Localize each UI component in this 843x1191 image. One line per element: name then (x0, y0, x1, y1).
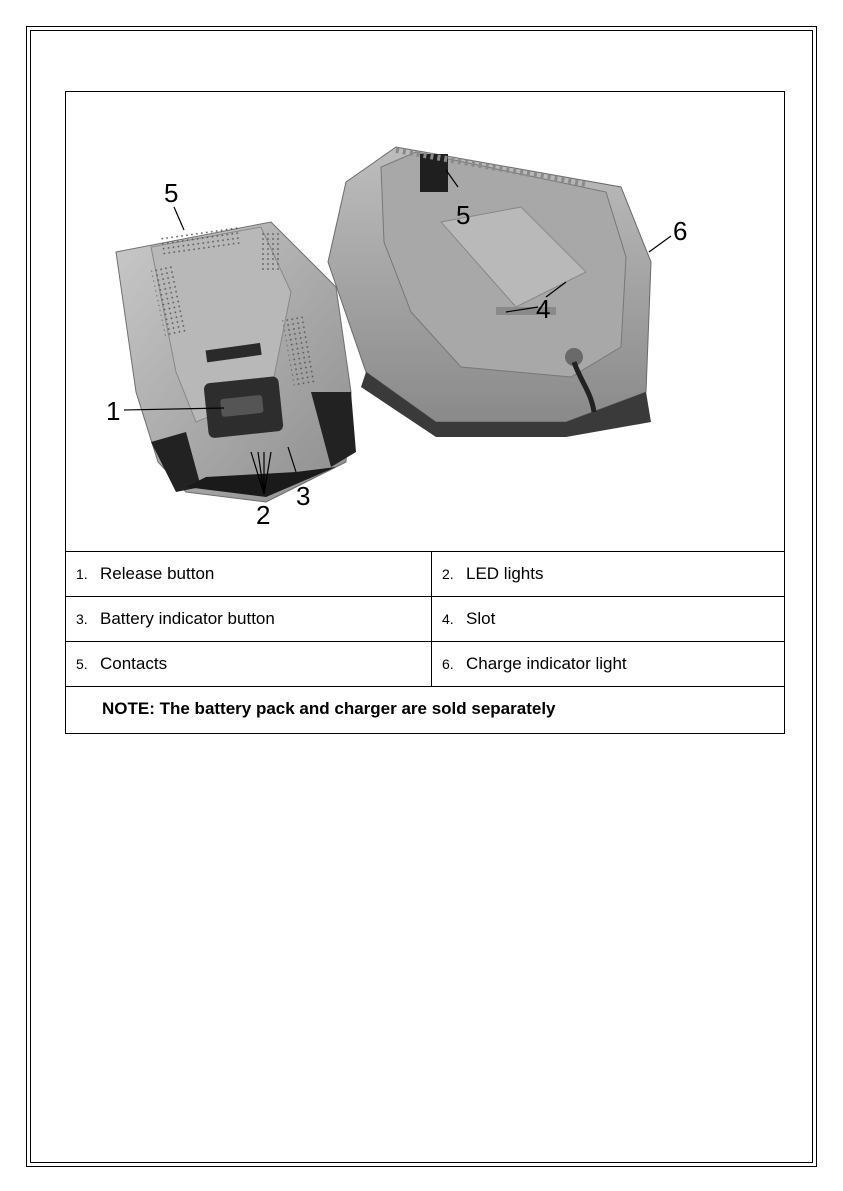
legend-number: 3. (76, 611, 88, 627)
legend-cell (66, 597, 432, 642)
legend-cell (432, 642, 785, 687)
charger (328, 147, 651, 437)
legend-number: 4. (442, 611, 454, 627)
note-text: NOTE: The battery pack and charger are sold separately (66, 687, 784, 732)
battery-pack (116, 222, 356, 502)
legend-cell (66, 552, 432, 597)
legend-label: Slot (466, 609, 496, 628)
legend-number: 2. (442, 566, 454, 582)
legend-label: LED lights (466, 564, 544, 583)
product-photo (66, 92, 784, 552)
legend-note-row (66, 687, 784, 732)
callout-3: 3 (296, 481, 311, 511)
legend-cell (432, 552, 785, 597)
legend-label: Battery indicator button (100, 609, 275, 628)
legend-row (66, 552, 784, 597)
legend-number: 5. (76, 656, 88, 672)
legend-number: 1. (76, 566, 88, 582)
legend-label: Charge indicator light (466, 654, 627, 673)
callout-1: 1 (106, 396, 121, 426)
legend-cell (66, 642, 432, 687)
legend-cell (432, 597, 785, 642)
figure-box (65, 91, 785, 734)
legend-label: Release button (100, 564, 215, 583)
legend-row (66, 597, 784, 642)
callout-6: 6 (673, 216, 688, 246)
legend-row (66, 642, 784, 687)
callout-2: 2 (256, 500, 271, 530)
legend-number: 6. (442, 656, 454, 672)
callout-5-battery: 5 (164, 178, 179, 208)
legend-table (66, 551, 784, 731)
callout-4: 4 (536, 294, 551, 324)
legend-label: Contacts (100, 654, 168, 673)
callout-5-charger: 5 (456, 200, 471, 230)
